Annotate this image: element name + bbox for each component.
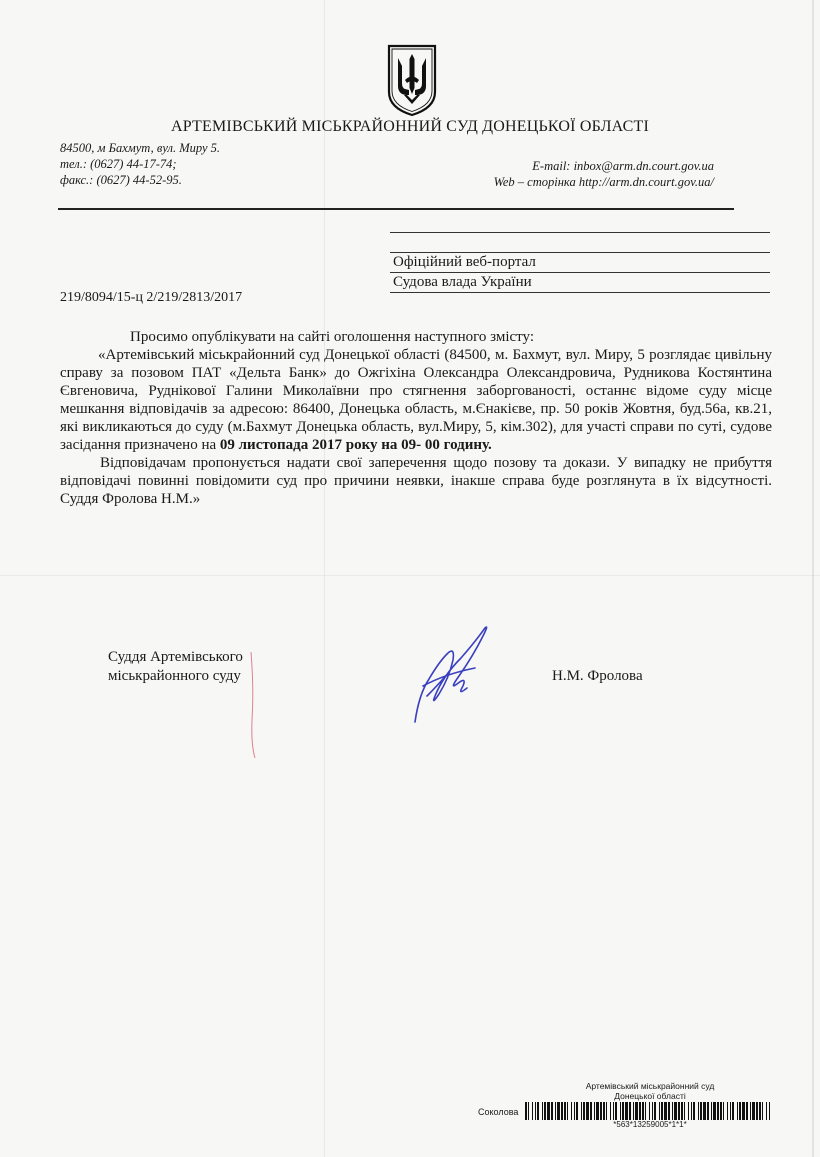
coat-of-arms-icon	[386, 42, 438, 118]
barcode-bar	[532, 1102, 533, 1120]
barcode-bar	[698, 1102, 699, 1120]
barcode-bar	[681, 1102, 683, 1120]
barcode-bar	[752, 1102, 755, 1120]
barcode-bar	[581, 1102, 582, 1120]
registry-clerk: Соколова	[478, 1107, 519, 1117]
paper-fold-horizontal	[0, 575, 820, 576]
barcode-bar	[693, 1102, 695, 1120]
barcode-bar	[664, 1102, 667, 1120]
recipient-line-top	[390, 232, 770, 233]
barcode-bar	[742, 1102, 745, 1120]
recipient-name: Офіційний веб-портал	[393, 254, 536, 270]
barcode-bar	[766, 1102, 767, 1120]
case-number: 219/8094/15-ц 2/219/2813/2017	[60, 290, 243, 305]
court-email: E-mail: inbox@arm.dn.court.gov.ua	[532, 159, 714, 173]
barcode-bar	[635, 1102, 638, 1120]
barcode-bar	[732, 1102, 734, 1120]
barcode-bar	[610, 1102, 611, 1120]
barcode-bar	[583, 1102, 585, 1120]
court-website: Web – сторінка http://arm.dn.court.gov.ua/	[493, 175, 714, 189]
barcode-bar	[606, 1102, 607, 1120]
barcode-bar	[762, 1102, 763, 1120]
registry-court-line2: Донецької області	[614, 1091, 686, 1101]
barcode-bar	[672, 1102, 673, 1120]
barcode-bar	[561, 1102, 563, 1120]
barcode-bar	[590, 1102, 592, 1120]
barcode-bar	[586, 1102, 589, 1120]
barcode-bar	[674, 1102, 677, 1120]
barcode-bar	[684, 1102, 685, 1120]
barcode-bar	[544, 1102, 546, 1120]
court-contacts-left	[60, 140, 220, 188]
barcode-bar	[528, 1102, 529, 1120]
barcode-bar	[574, 1102, 575, 1120]
barcode-bar	[600, 1102, 602, 1120]
barcode-bar	[594, 1102, 595, 1120]
barcode-bar	[547, 1102, 550, 1120]
barcode-bar	[713, 1102, 716, 1120]
barcode-bar	[727, 1102, 728, 1120]
barcode-bar	[535, 1102, 536, 1120]
announcement-main: «Артемівський міськрайонний суд Донецької області (84500, м. Бахмут, вул. Миру, 5 розглядає цивільну справу за позовом ПАТ «Дельта Банк» до Ожгіхіна Олександра Олександровича, Рудникова Костянтина Євгеновича, Руднікової Галини Миколаївни про стягнення заборгованості, останнє відоме суду місце мешкання відповідачів за адресою: 86400, Донецька область, м.Єнакієве, пр. 50 років Жовтня, буд.56а, кв.21, які викликаються до суду (м.Бахмут Донецька область, вул.Миру, 5, кім.302), для участі справи по суті, судове засідання призначено на	[60, 347, 772, 453]
barcode-bar	[661, 1102, 663, 1120]
court-fax: факс.: (0627) 44-52-95.	[60, 173, 182, 187]
barcode-bar	[750, 1102, 751, 1120]
recipient-line-mid	[390, 252, 770, 253]
barcode-number: *563*13259005*1*1*	[613, 1120, 687, 1129]
barcode-bar	[525, 1102, 527, 1120]
barcode-bar	[717, 1102, 719, 1120]
barcode-bar	[700, 1102, 702, 1120]
closing-text: Відповідачам пропонується надати свої заперечення щодо позову та докази. У випадку не прибуття відповідачі повинні повідомити суд про причини неявки, інакше справа буде розглянута в їх відсутності. Суддя Фролова Н.М.»	[60, 455, 772, 507]
barcode-bar	[652, 1102, 653, 1120]
recipient-line-bottom	[390, 292, 770, 293]
barcode-bar	[555, 1102, 556, 1120]
barcode-bar	[691, 1102, 692, 1120]
barcode-bar	[629, 1102, 631, 1120]
signatory-position	[108, 648, 243, 686]
barcode-bar	[596, 1102, 599, 1120]
barcode-bar	[557, 1102, 560, 1120]
barcode-bar	[615, 1102, 617, 1120]
court-phone: тел.: (0627) 44-17-74;	[60, 157, 177, 171]
barcode-bar	[739, 1102, 741, 1120]
barcode-bar	[688, 1102, 689, 1120]
barcode-bar	[633, 1102, 634, 1120]
barcode-bar	[703, 1102, 706, 1120]
barcode-bar	[723, 1102, 724, 1120]
court-contacts-right	[494, 158, 714, 190]
letter-body	[60, 328, 772, 508]
barcode-bar	[576, 1102, 578, 1120]
header-divider	[58, 208, 734, 210]
barcode-bar	[711, 1102, 712, 1120]
barcode-bar	[625, 1102, 628, 1120]
barcode-bar	[613, 1102, 614, 1120]
barcode-bar	[622, 1102, 624, 1120]
barcode-bar	[737, 1102, 738, 1120]
barcode-bar	[603, 1102, 605, 1120]
barcode-bar	[564, 1102, 566, 1120]
barcode-bar	[730, 1102, 731, 1120]
barcode-bar	[756, 1102, 758, 1120]
barcode-bar	[571, 1102, 572, 1120]
barcode-bar	[642, 1102, 644, 1120]
signatory-position-line1: Суддя Артемівського	[108, 649, 243, 665]
barcode-bar	[707, 1102, 709, 1120]
publication-request: Просимо опублікувати на сайті оголошення наступного змісту:	[130, 329, 534, 345]
barcode-bar	[668, 1102, 670, 1120]
signatory-position-line2: міськрайонного суду	[108, 668, 241, 684]
barcode-bar	[654, 1102, 656, 1120]
court-address: 84500, м Бахмут, вул. Миру 5.	[60, 141, 221, 155]
recipient-organization: Судова влада України	[393, 274, 532, 290]
announcement-text	[60, 346, 772, 454]
handwritten-signature	[405, 624, 500, 724]
barcode-bar	[759, 1102, 761, 1120]
barcode-bar	[567, 1102, 568, 1120]
paper-fold-vertical	[324, 0, 325, 1157]
paper-edge	[812, 0, 814, 1157]
registry-stamp-court	[540, 1081, 760, 1101]
barcode-bar	[678, 1102, 680, 1120]
barcode-bar	[542, 1102, 543, 1120]
recipient-line-lower	[390, 272, 770, 273]
barcode-bar	[649, 1102, 650, 1120]
barcode-bar	[645, 1102, 646, 1120]
barcode-bar	[720, 1102, 722, 1120]
registry-court-line1: Артемівський міськрайонний суд	[585, 1081, 715, 1091]
barcode-bar	[769, 1102, 770, 1120]
barcode-bar	[746, 1102, 748, 1120]
barcode-bar	[537, 1102, 539, 1120]
barcode-bar	[659, 1102, 660, 1120]
barcode-bar	[639, 1102, 641, 1120]
court-name: АРТЕМІВСЬКИЙ МІСЬКРАЙОННИЙ СУД ДОНЕЦЬКОЇ ОБЛАСТІ	[171, 118, 649, 135]
barcode-bar	[551, 1102, 553, 1120]
registry-barcode	[525, 1102, 773, 1120]
hearing-date: 09 листопада 2017 року на 09- 00 годину.	[219, 437, 492, 453]
barcode-bar	[620, 1102, 621, 1120]
signatory-name: Н.М. Фролова	[552, 668, 643, 684]
pen-mark	[245, 650, 263, 760]
